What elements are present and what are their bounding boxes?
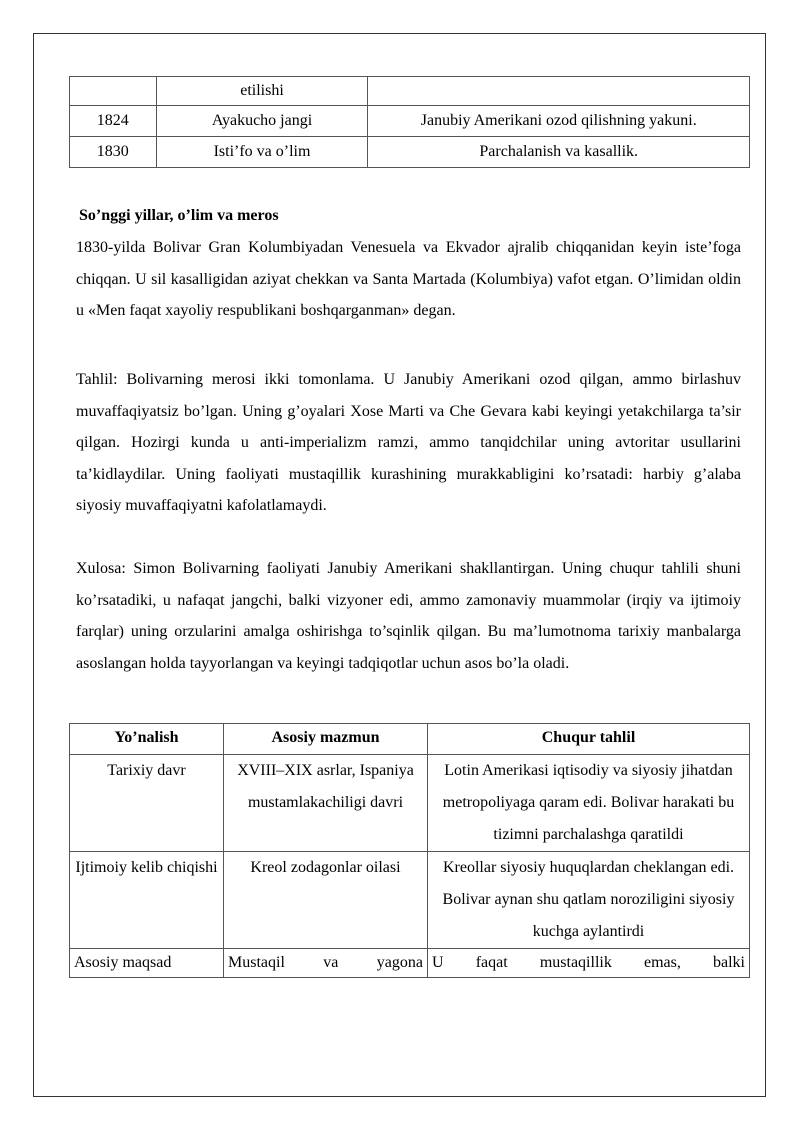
- meaning-cell: Janubiy Amerikani ozod qilishning yakuni.: [368, 106, 750, 137]
- table-row: [70, 137, 750, 168]
- content-cell: Mustaqil va yagona: [224, 949, 428, 978]
- table-row: [70, 949, 750, 978]
- year-cell: [70, 77, 157, 106]
- year-cell: 1830: [70, 137, 157, 168]
- analysis-cell: Kreollar siyosiy huquqlardan cheklangan edi. Bolivar aynan shu qatlam noroziligini siyosiy kuchga aylantirdi: [428, 852, 750, 949]
- paragraph-analysis: Tahlil: Bolivarning merosi ikki tomonlama. U Janubiy Amerikani ozod qilgan, ammo birlashuv muvaffaqiyatsiz bo’lgan. Uning g’oyalari Xose Marti va Che Gevara kabi keyingi yetakchilarga ta’sir qilgan. Hozirgi kunda u anti-imperializm ramzi, ammo tanqidchilar uning avtoritar usullarini ta’kidlaydilar. Uning faoliyati mustaqillik kurashining murakkabligini ko’rsatadi: harbiy g’alaba siyosiy muvaffaqiyatni kafolatlamaydi.: [76, 371, 741, 514]
- section-heading: So’nggi yillar, o’lim va meros: [79, 207, 279, 224]
- column-header-direction: Yo’nalish: [70, 724, 224, 755]
- event-cell: etilishi: [156, 77, 368, 106]
- direction-cell: Ijtimoiy kelib chiqishi: [70, 852, 224, 949]
- table-row: [70, 106, 750, 137]
- table-row: [70, 852, 750, 949]
- analysis-table: [69, 723, 750, 978]
- column-header-analysis: Chuqur tahlil: [428, 724, 750, 755]
- analysis-cell: Lotin Amerikasi iqtisodiy va siyosiy jihatdan metropoliyaga qaram edi. Bolivar harakati bu tizimni parchalashga qaratildi: [428, 755, 750, 852]
- column-header-content: Asosiy mazmun: [224, 724, 428, 755]
- meaning-cell: [368, 77, 750, 106]
- table-row: [70, 77, 750, 106]
- year-cell: 1824: [70, 106, 157, 137]
- paragraph-conclusion: Xulosa: Simon Bolivarning faoliyati Janubiy Amerikani shakllantirgan. Uning chuqur tahlili shuni ko’rsatadiki, u nafaqat jangchi, balki vizyoner edi, ammo zamonaviy muammolar (irqiy va ijtimoiy farqlar) uning orzularini amalga oshirishga to’sqinlik qilgan. Bu ma’lumotnoma tarixiy manbalarga asoslangan holda tayyorlangan va keyingi tadqiqotlar uchun asos bo’la oladi.: [76, 560, 741, 672]
- table-row: [70, 755, 750, 852]
- analysis-cell: U faqat mustaqillik emas, balki: [428, 949, 750, 978]
- event-cell: Ayakucho jangi: [156, 106, 368, 137]
- paragraph-last-years: 1830-yilda Bolivar Gran Kolumbiyadan Venesuela va Ekvador ajralib chiqqanidan keyin iste’foga chiqqan. U sil kasalligidan aziyat chekkan va Santa Martada (Kolumbiya) vafot etgan. O’limidan oldin u «Men faqat xayoliy respublikani boshqarganman» degan.: [76, 239, 741, 319]
- meaning-cell: Parchalanish va kasallik.: [368, 137, 750, 168]
- content-cell: XVIII–XIX asrlar, Ispaniya mustamlakachiligi davri: [224, 755, 428, 852]
- direction-cell: Asosiy maqsad: [70, 949, 224, 978]
- content-cell: Kreol zodagonlar oilasi: [224, 852, 428, 949]
- event-cell: Isti’fo va o’lim: [156, 137, 368, 168]
- events-table: [69, 76, 750, 168]
- direction-cell: Tarixiy davr: [70, 755, 224, 852]
- table-header-row: [70, 724, 750, 755]
